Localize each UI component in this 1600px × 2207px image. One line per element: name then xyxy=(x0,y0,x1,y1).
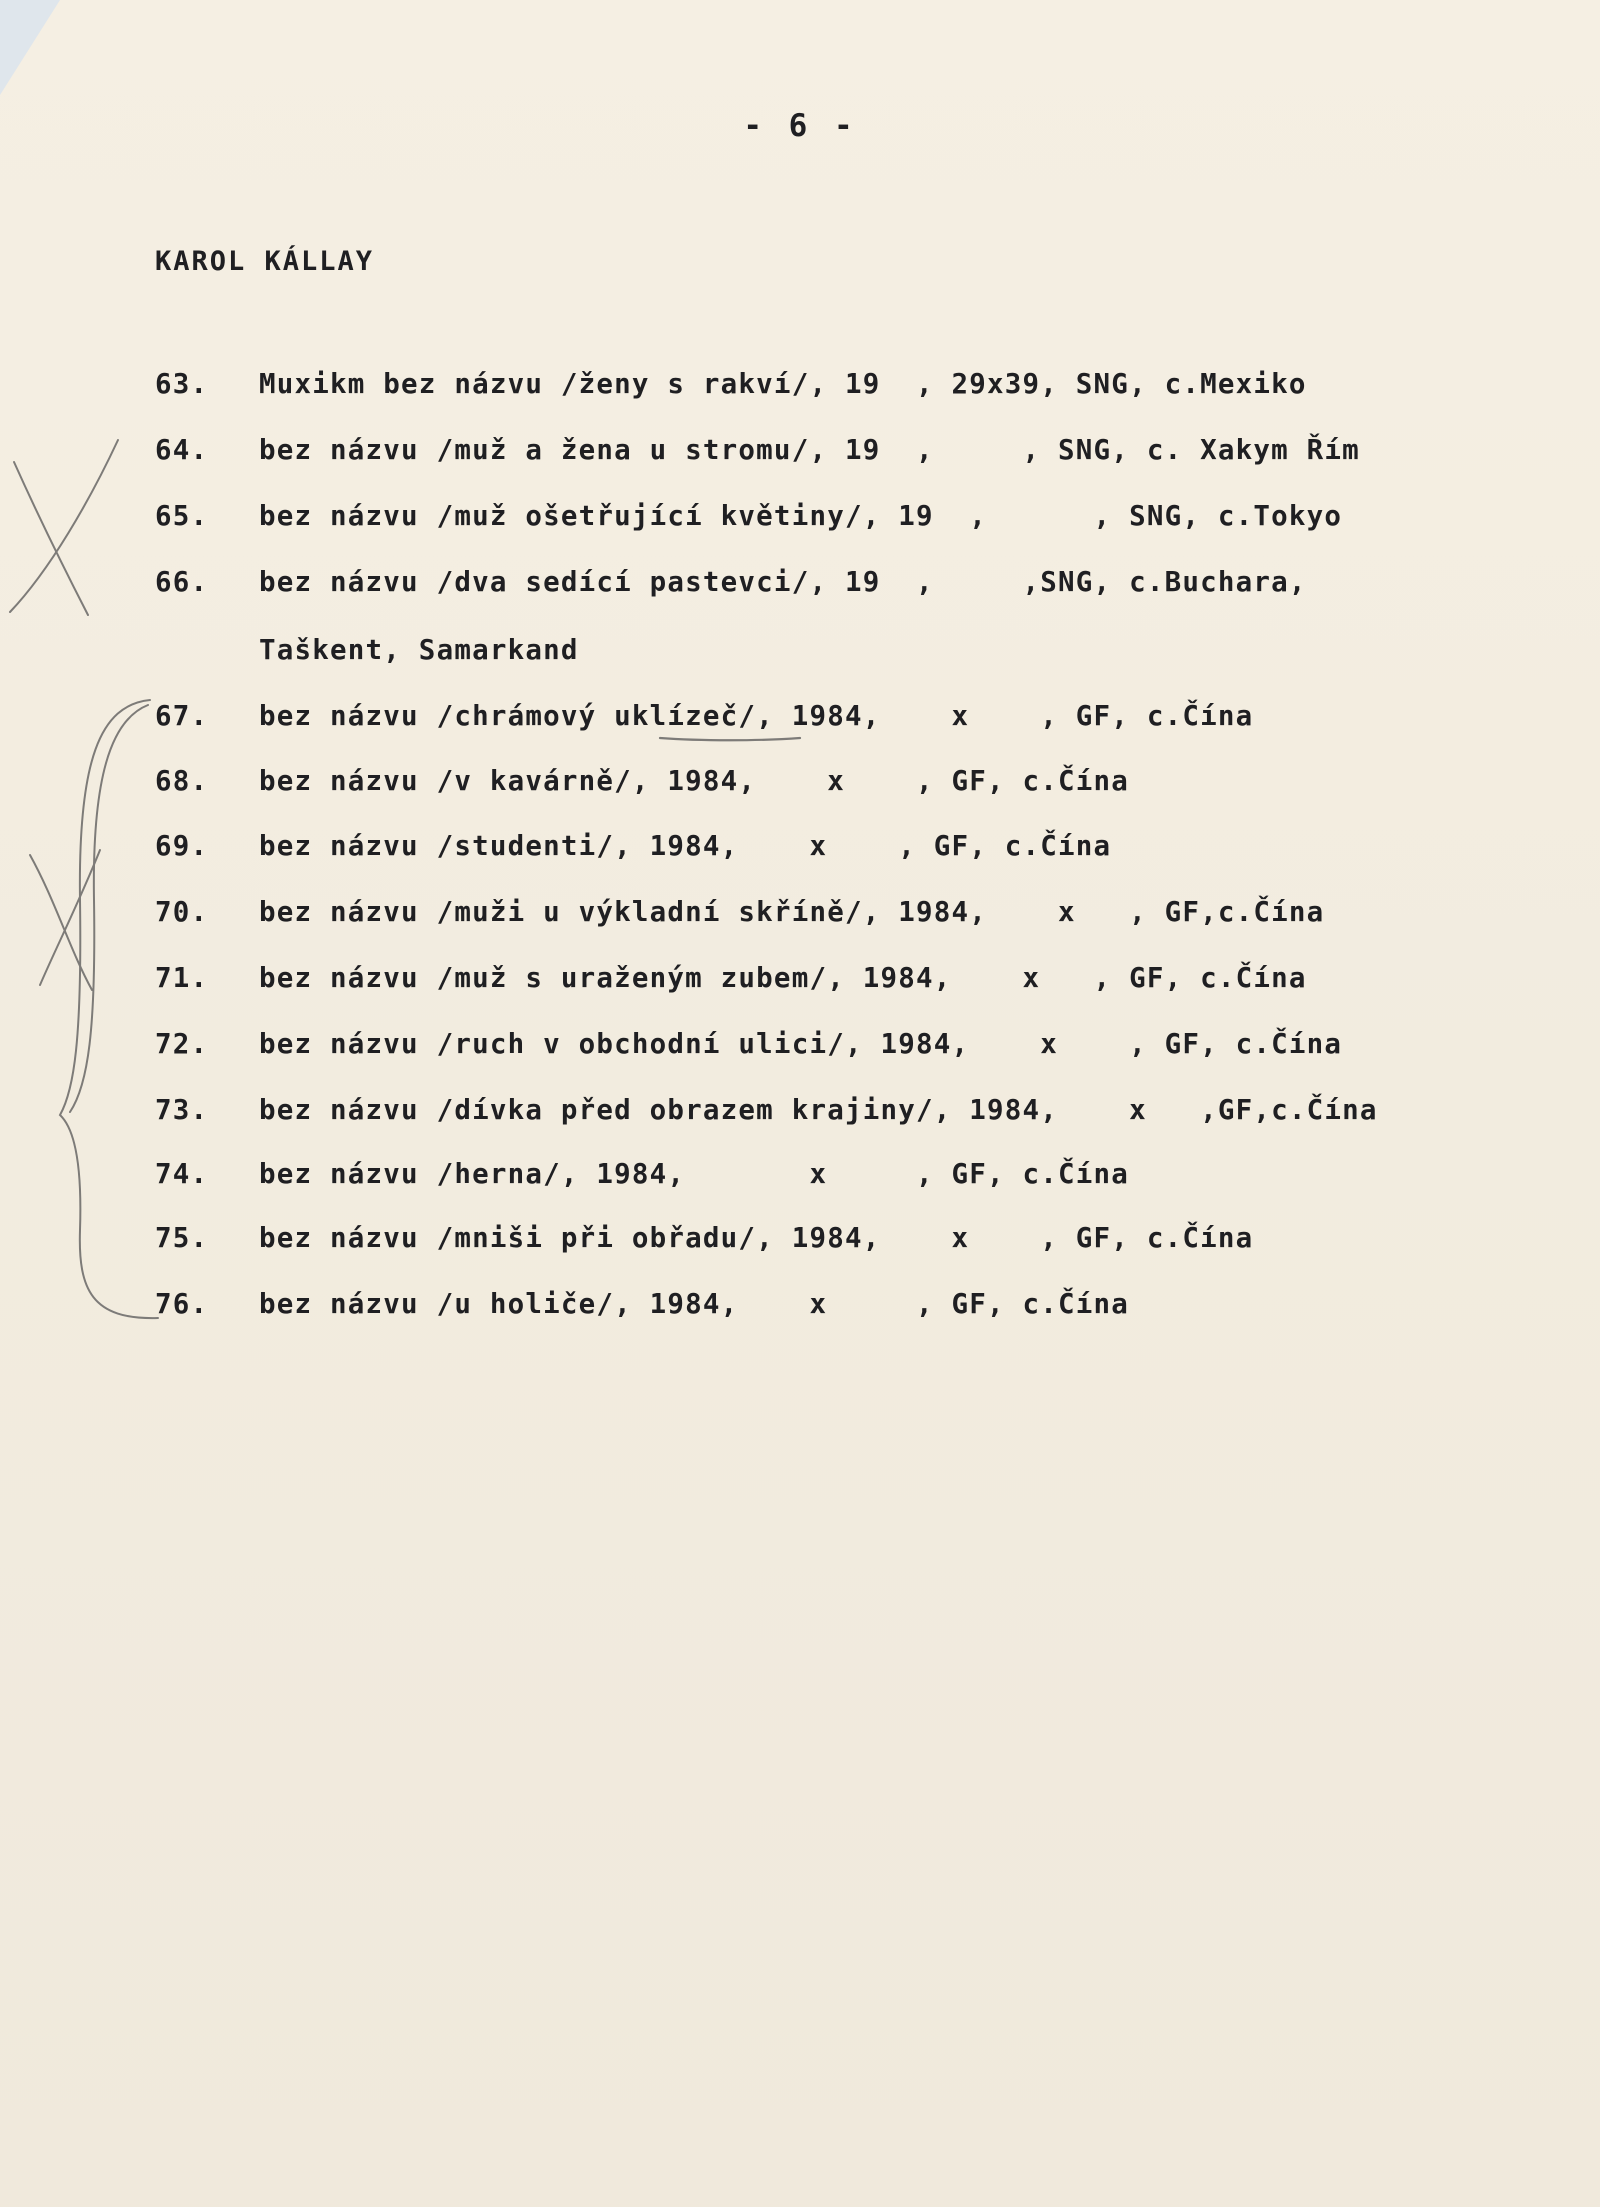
entry-text: bez názvu /muž s uraženým zubem/, 1984, x , GF, c.Čína xyxy=(259,962,1307,994)
entry-number: 70. xyxy=(155,896,209,928)
author-heading: KAROL KÁLLAY xyxy=(155,246,375,277)
entry-continuation: Taškent, Samarkand xyxy=(259,634,579,666)
list-item xyxy=(155,566,1307,598)
pencil-cross-stroke xyxy=(10,440,118,612)
entry-text: bez názvu /studenti/, 1984, x , GF, c.Čína xyxy=(259,830,1112,862)
entry-text: bez názvu /muž a žena u stromu/, 19 , , SNG, c. Xakym Řím xyxy=(259,434,1360,466)
list-item xyxy=(155,765,1129,797)
list-item xyxy=(155,368,1307,400)
entry-text: Muxikm bez názvu /ženy s rakví/, 19 , 29x39, SNG, c.Mexiko xyxy=(259,368,1307,400)
pencil-bracket xyxy=(70,705,148,1112)
folded-corner xyxy=(0,0,60,95)
entry-text: bez názvu /muž ošetřující květiny/, 19 , , SNG, c.Tokyo xyxy=(259,500,1343,532)
entry-text: bez názvu /chrámový uklízeč/, 1984, x , GF, c.Čína xyxy=(259,700,1254,732)
entry-text: bez názvu /v kavárně/, 1984, x , GF, c.Čína xyxy=(259,765,1130,797)
entry-number: 64. xyxy=(155,434,209,466)
entry-text: bez názvu /mniši při obřadu/, 1984, x , GF, c.Čína xyxy=(259,1222,1254,1254)
entry-number: 71. xyxy=(155,962,209,994)
entry-text: bez názvu /u holiče/, 1984, x , GF, c.Čína xyxy=(259,1288,1130,1320)
entry-number: 66. xyxy=(155,566,209,598)
entry-number: 75. xyxy=(155,1222,209,1254)
entry-text: bez názvu /ruch v obchodní ulici/, 1984, x , GF, c.Čína xyxy=(259,1028,1343,1060)
entry-number: 63. xyxy=(155,368,209,400)
entry-text: bez názvu /dívka před obrazem krajiny/, 1984, x ,GF,c.Čína xyxy=(259,1094,1378,1126)
list-item xyxy=(155,434,1360,466)
entry-text: bez názvu /herna/, 1984, x , GF, c.Čína xyxy=(259,1158,1130,1190)
entry-number: 67. xyxy=(155,700,209,732)
entry-number: 72. xyxy=(155,1028,209,1060)
list-item xyxy=(155,1094,1378,1126)
list-item xyxy=(155,1222,1253,1254)
entry-number: 73. xyxy=(155,1094,209,1126)
pencil-bracket xyxy=(60,700,158,1318)
list-item xyxy=(155,500,1342,532)
entry-number: 68. xyxy=(155,765,209,797)
list-item xyxy=(155,1158,1129,1190)
list-item xyxy=(155,1028,1342,1060)
entry-number: 74. xyxy=(155,1158,209,1190)
entry-number: 76. xyxy=(155,1288,209,1320)
entry-text: bez názvu /muži u výkladní skříně/, 1984, x , GF,c.Čína xyxy=(259,896,1325,928)
pencil-cross-stroke xyxy=(40,850,100,985)
list-item xyxy=(155,962,1307,994)
entry-text: bez názvu /dva sedící pastevci/, 19 , ,SNG, c.Buchara, xyxy=(259,566,1307,598)
entry-number: 69. xyxy=(155,830,209,862)
pencil-cross-stroke xyxy=(14,462,88,615)
list-item xyxy=(155,700,1253,732)
list-item xyxy=(155,1288,1129,1320)
pencil-underline xyxy=(660,738,800,740)
entry-number: 65. xyxy=(155,500,209,532)
list-item xyxy=(155,830,1111,862)
pencil-cross-stroke xyxy=(30,855,92,990)
list-item xyxy=(155,896,1324,928)
page-number: - 6 - xyxy=(743,108,857,144)
